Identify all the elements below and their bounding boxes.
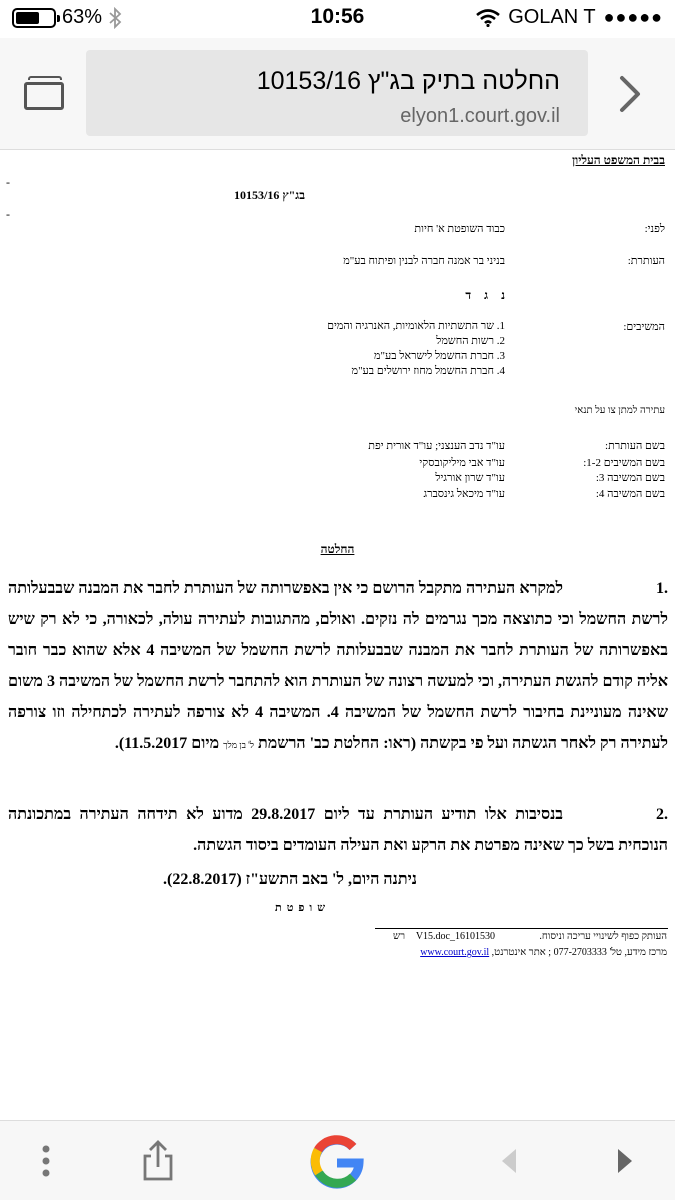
petition-note: עתירה למתן צו על תנאי bbox=[574, 405, 665, 416]
forward-icon[interactable] bbox=[612, 74, 646, 114]
given-date: ניתנה היום, ל' באב התשע"ז (22.8.2017). bbox=[162, 871, 417, 888]
respondents-label: המשיבים: bbox=[623, 321, 665, 333]
footer-code: רש bbox=[393, 931, 405, 942]
court-document bbox=[0, 151, 675, 1120]
paragraph-number: .1 bbox=[656, 580, 668, 597]
tabs-icon[interactable] bbox=[24, 76, 64, 110]
counsel-label: בשם המשיבה 3: bbox=[595, 472, 665, 484]
case-number: בג"ץ 10153/16 bbox=[233, 188, 305, 202]
before-value: כבוד השופטת א' חיות bbox=[414, 223, 505, 235]
page-title: החלטה בתיק בג"ץ 10153/16 bbox=[256, 67, 560, 95]
decision-paragraph-2 bbox=[8, 799, 668, 861]
versus-label: נ ג ד bbox=[465, 288, 510, 302]
counsel-value: עו"ד מיכאל גינסברג bbox=[423, 488, 505, 500]
status-time: 10:56 bbox=[310, 5, 365, 28]
respondents-list bbox=[327, 319, 505, 379]
browser-toolbar bbox=[0, 1120, 675, 1200]
carrier-name: GOLAN T bbox=[508, 6, 596, 28]
menu-icon[interactable] bbox=[22, 1137, 70, 1185]
counsel-label: בשם המשיבים 1-2: bbox=[583, 457, 665, 469]
dash-mark: - bbox=[6, 207, 10, 221]
address-bar[interactable] bbox=[86, 50, 588, 136]
list-item: 3. חברת החשמל לישראל בע"מ bbox=[374, 350, 505, 362]
counsel-value: עו"ד אבי מיליקובסקי bbox=[419, 457, 505, 469]
paragraph-number: .2 bbox=[656, 806, 669, 823]
decision-paragraph-1 bbox=[8, 573, 668, 761]
before-label: לפני: bbox=[644, 223, 665, 235]
status-bar bbox=[0, 0, 675, 38]
counsel-value: עו"ד נדב הענצני; עו"ד אורית יפת bbox=[368, 440, 505, 452]
signal-dots: ●●●●● bbox=[603, 7, 663, 27]
petitioner-label: העותרת: bbox=[627, 255, 665, 267]
registrar-name: ל' בן מלך bbox=[223, 740, 254, 750]
paragraph-text: למקרא העתירה מתקבל הרושם כי אין באפשרותה של העותרת לחבר את המבנה שבבעלותה לרשת החשמל וכי כתוצאה מכך נגרמים לה נזקים. ואולם, מהתגובות לעתירה עולה, לכאורה, כי לא רק שיש באפשרותה של העותרת לחבר את המבנה שבבעלותה לרשת החשמל של המשיבה 4 אלא שהוא כבר חובר אליה קודם להגשת העתירה, וכי למעשה רצונה של העותרת הוא להתחבר לרשת החשמל של המשיבה 3 משום שאינה מעוניינת בחיבור לרשת החשמל של המשיבה 4. המשיבה 4 לא צורפה לעתירה לכתחילה וזו צורפה לעתירה רק לאחר הגשתה ועל פי בקשתה (ראו: החלטת כב' הרשמת bbox=[8, 580, 669, 752]
judge-signature: שופטת bbox=[275, 902, 330, 914]
list-item: 1. שר התשתיות הלאומיות, האנרגיה והמים bbox=[327, 320, 505, 332]
status-right bbox=[476, 6, 663, 29]
footer-divider bbox=[375, 928, 668, 929]
list-item: 4. חברת החשמל מחוז ירושלים בע"מ bbox=[351, 365, 505, 377]
court-website-link[interactable]: www.court.gov.il bbox=[420, 947, 490, 958]
google-icon[interactable] bbox=[309, 1133, 365, 1189]
decision-title: החלטה bbox=[320, 542, 355, 556]
paragraph-text-end: מיום 11.5.2017). bbox=[114, 735, 220, 752]
list-item: 2. רשות החשמל bbox=[436, 335, 505, 347]
dash-mark: - bbox=[6, 175, 10, 189]
counsel-label: בשם המשיבה 4: bbox=[595, 488, 665, 500]
petitioner-value: בניני בר אמנה חברה לבנין ופיתוח בע"מ bbox=[343, 255, 505, 267]
paragraph-text: בנסיבות אלו תודיע העותרת עד ליום 29.8.2017 מדוע לא תידחה העתירה במתכונתה הנוכחית בשל כך שאינה מפרטת את הרקע ואת העילה העומדים ביסוד הגשתה. bbox=[8, 806, 668, 854]
battery-percent: 63% bbox=[62, 6, 103, 28]
page-url: elyon1.court.gov.il bbox=[400, 105, 560, 127]
counsel-value: עו"ד שרון אורגיל bbox=[435, 472, 505, 484]
court-header: בבית המשפט העליון bbox=[572, 153, 665, 167]
share-icon[interactable] bbox=[134, 1137, 182, 1185]
counsel-label: בשם העותרת: bbox=[605, 440, 665, 452]
footer-note: העותק כפוף לשינויי עריכה וניסוח. bbox=[539, 931, 667, 942]
browser-header bbox=[0, 38, 675, 150]
back-icon[interactable] bbox=[486, 1137, 534, 1185]
footer-doc-name: 16101530_V15.doc bbox=[415, 931, 495, 942]
wifi-icon bbox=[476, 9, 500, 27]
footer-contact: מרכז מידע, טל' 077-2703333 ; אתר אינטרנט, www.court.gov.il bbox=[420, 947, 667, 958]
forward-nav-icon[interactable] bbox=[600, 1137, 648, 1185]
